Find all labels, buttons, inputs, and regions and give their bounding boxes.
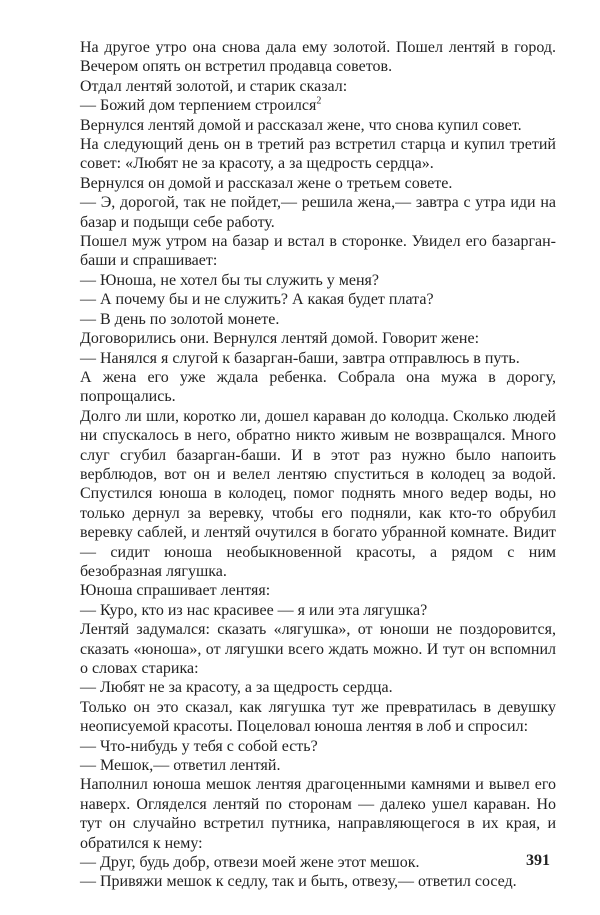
- paragraph: Лентяй задумался: сказать «лягушка», от юноши не поздоровится, сказать «юноша», от лягушки всего ждать можно. И тут он вспомнил о словах старика:: [80, 621, 556, 677]
- dialogue-line: — Нанялся я слугой к базарган-баши, завтра отправлюсь в путь.: [80, 349, 520, 367]
- dialogue-line: — В день по золотой монете.: [80, 310, 280, 328]
- dialogue-line: — Любят не за красоту, а за щедрость сердца.: [80, 679, 393, 697]
- page-number: 391: [526, 852, 550, 869]
- paragraph: Отдал лентяй золотой, и старик сказал:: [80, 77, 348, 95]
- paragraph: Долго ли шли, коротко ли, дошел караван до колодца. Сколько людей ни спускалось в него, обратно никто живым не возвращался. Много слуг сгубил базарган-баши. И в этот раз нужно было напоить верблюдов, вот он и велел лентяю спуститься в колодец за водой. Спустился юноша в колодец, помог поднять много ведер воды, но только дернул за веревку, чтобы его подняли, как кто-то обрубил веревку саблей, и лентяй очутился в богато убранной комнате. Видит — сидит юноша необыкновенной красоты, а рядом с ним безобразная лягушка.: [80, 407, 556, 580]
- dialogue-line: — Друг, будь добр, отвези моей жене этот мешок.: [80, 854, 420, 872]
- paragraph: Вернулся лентяй домой и рассказал жене, что снова купил совет.: [80, 116, 522, 134]
- paragraph: Вернулся он домой и рассказал жене о третьем совете.: [80, 174, 453, 192]
- paragraph-with-footnote: [80, 96, 556, 115]
- dialogue-line: — Божий дом терпением строился: [80, 97, 317, 115]
- paragraph: На другое утро она снова дала ему золотой. Пошел лентяй в город. Вечером опять он встретил продавца советов.: [80, 39, 556, 76]
- dialogue-line: — Э, дорогой, так не пойдет,— решила жена,— завтра с утра иди на базар и подыщи себе работу.: [80, 194, 556, 231]
- paragraph: Наполнил юноша мешок лентяя драгоценными камнями и вывел его наверх. Огляделся лентяй по сторонам — далеко ушел караван. Но тут он случайно встретил путника, направляющегося в их края, и обратился к нему:: [80, 776, 556, 852]
- dialogue-line: — Что-нибудь у тебя с собой есть?: [80, 737, 318, 755]
- dialogue-line: — Привяжи мешок к седлу, так и быть, отвезу,— ответил сосед.: [80, 873, 517, 891]
- dialogue-line: — Мешок,— ответил лентяй.: [80, 757, 281, 775]
- paragraph: Договорились они. Вернулся лентяй домой. Говорит жене:: [80, 330, 480, 348]
- dialogue-line: — А почему бы и не служить? А какая будет плата?: [80, 291, 434, 309]
- main-text: [80, 38, 556, 892]
- dialogue-line: — Куро, кто из нас красивее — я или эта лягушка?: [80, 601, 428, 619]
- paragraph: Юноша спрашивает лентяя:: [80, 582, 271, 600]
- paragraph: На следующий день он в третий раз встретил старца и купил третий совет: «Любят не за красоту, а за щедрость сердца».: [80, 136, 556, 173]
- paragraph: А жена его уже ждала ребенка. Собрала она мужа в дорогу, попрощались.: [80, 368, 556, 406]
- dialogue-line: — Юноша, не хотел бы ты служить у меня?: [80, 271, 380, 289]
- paragraph: Только он это сказал, как лягушка тут же превратилась в девушку неописуемой красоты. Поцеловал юноша лентяя в лоб и спросил:: [80, 698, 556, 736]
- paragraph: Пошел муж утром на базар и встал в сторонке. Увидел его базарган-баши и спрашивает:: [80, 233, 556, 270]
- footnote-mark: 2: [316, 95, 322, 107]
